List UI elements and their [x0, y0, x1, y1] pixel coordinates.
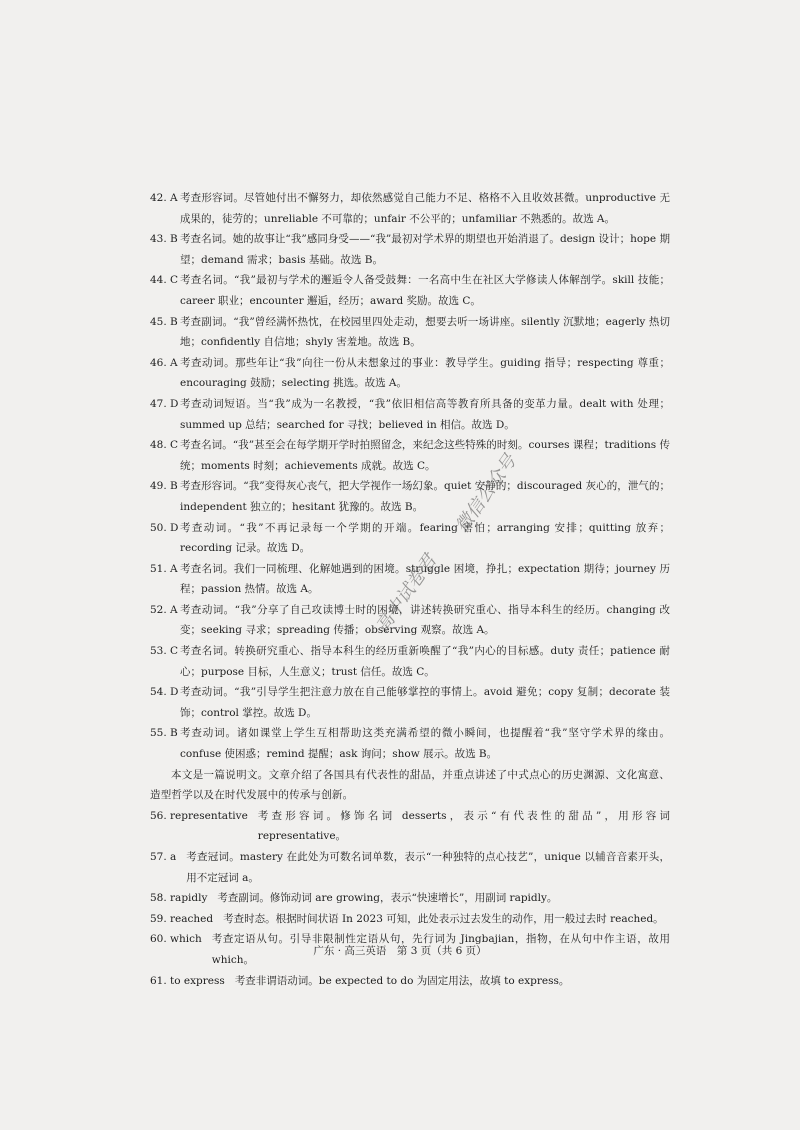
answer-item	[150, 806, 670, 847]
answer-explanation: 考查名词。“我”最初与学术的邂逅令人备受鼓舞：一名高中生在社区大学修读人体解剖学。skill 技能；career 职业；encounter 邂逅，经历；award 奖励。故选 C。	[180, 274, 670, 307]
answer-explanation: 考查名词。她的故事让“我”感同身受——“我”最初对学术界的期望也开始消退了。design 设计；hope 期望；demand 需求；basis 基础。故选 B。	[180, 233, 670, 266]
answer-number: 46. A	[150, 356, 178, 369]
answer-item	[150, 353, 670, 394]
watermark-text: 高中试卷君	[371, 550, 441, 637]
answer-item	[150, 270, 670, 311]
answer-item	[150, 909, 670, 930]
answer-item	[150, 394, 670, 435]
answer-explanation: 考查定语从句。引导非限制性定语从句，先行词为 Jingbajian，指物，在从句中作主语，故用 which。	[211, 933, 670, 966]
answer-number: 58. rapidly	[150, 892, 208, 905]
answer-item	[150, 888, 670, 909]
answer-item	[150, 188, 670, 229]
answer-item	[150, 847, 670, 888]
answer-explanation: 考查名词。我们一同梳理、化解她遇到的困境。struggle 困境，挣扎；expectation 期待；journey 历程；passion 热情。故选 A。	[180, 562, 670, 596]
passage-intro: 本文是一篇说明文。文章介绍了各国具有代表性的甜品，并重点讲述了中式点心的历史渊源、文化寓意、造型哲学以及在时代发展中的传承与创新。	[150, 768, 670, 802]
answer-explanation: 考查动词。那些年让“我”向往一份从未想象过的事业：教导学生。guiding 指导；respecting 尊重；encouraging 鼓励；selecting 挑选。故选 A。	[180, 356, 670, 390]
answer-item	[150, 229, 670, 270]
answer-explanation: 考查动词。“我”不再记录每一个学期的开端。fearing 害怕；arranging 安排；quitting 放弃；recording 记录。故选 D。	[180, 521, 670, 555]
answer-number: 51. A	[150, 562, 178, 575]
answer-number: 61. to express	[150, 974, 225, 987]
answer-explanation: 考查副词。修饰动词 are growing，表示“快速增长”，用副词 rapidly。	[217, 892, 558, 905]
answer-number: 52. A	[150, 603, 178, 616]
watermark-text: 微信公众号	[451, 450, 521, 537]
answer-explanation: 考查非谓语动词。be expected to do 为固定用法，故填 to express。	[234, 974, 570, 987]
answer-explanation: 考查动词。诸如课堂上学生互相帮助这类充满希望的微小瞬间，也提醒着“我”坚守学术界的缘由。confuse 使困惑；remind 提醒；ask 询问；show 展示。故选 B。	[180, 727, 670, 761]
answer-item	[150, 971, 670, 992]
answer-explanation: 考查名词。“我”甚至会在每学期开学时拍照留念，来纪念这些特殊的时刻。courses 课程；traditions 传统；moments 时刻；achievements 成就。故选 C。	[180, 439, 670, 472]
answer-number: 53. C	[150, 645, 179, 658]
answer-number: 44. C	[150, 274, 179, 287]
answer-number: 59. reached	[150, 912, 214, 925]
answer-item	[150, 682, 670, 723]
answer-number: 57. a	[150, 851, 177, 863]
answer-number: 50. D	[150, 521, 179, 534]
answer-number: 43. B	[150, 233, 178, 246]
answer-explanation: 考查形容词。“我”变得灰心丧气，把大学视作一场幻象。quiet 安静的；discouraged 灰心的，泄气的；independent 独立的；hesitant 犹豫的。故选 B。	[180, 480, 670, 513]
answer-item	[150, 312, 670, 353]
answer-number: 45. B	[150, 315, 178, 328]
answer-explanation: 考查动词。“我”分享了自己攻读博士时的困境，讲述转换研究重心、指导本科生的经历。changing 改变；seeking 寻求；spreading 传播；observing 观察。故选 A。	[180, 603, 670, 637]
answer-number: 60. which	[150, 933, 202, 946]
answer-explanation: 考查动词。“我”引导学生把注意力放在自己能够掌控的事情上。avoid 避免；copy 复制；decorate 装饰；control 掌控。故选 D。	[180, 686, 670, 719]
answer-number: 47. D	[150, 397, 179, 410]
answer-explanation: 考查冠词。mastery 在此处为可数名词单数，表示“一种独特的点心技艺”，unique 以辅音音素开头，用不定冠词 a。	[186, 851, 670, 884]
page-footer: 广东 · 高三英语 第 3 页（共 6 页）	[313, 945, 487, 957]
watermark	[320, 450, 560, 670]
answer-explanation: 考查动词短语。当“我”成为一名教授，“我”依旧相信高等教育所具备的变革力量。dealt with 处理；summed up 总结；searched for 寻找；believed in 相信。故选 D。	[180, 397, 670, 431]
answer-number: 55. B	[150, 727, 178, 740]
grammar-fill-answer-list	[150, 806, 670, 991]
answer-explanation: 考查形容词。尽管她付出不懈努力，却依然感觉自己能力不足、格格不入且收效甚微。unproductive 无成果的，徒劳的；unreliable 不可靠的；unfair 不公平的；unfamiliar 不熟悉的。故选 A。	[180, 192, 670, 225]
answer-number: 49. B	[150, 480, 178, 493]
answer-number: 56. representative	[150, 809, 248, 822]
answer-number: 54. D	[150, 686, 179, 699]
answer-explanation: 考查时态。根据时间状语 In 2023 可知，此处表示过去发生的动作，用一般过去时 reached。	[223, 912, 664, 925]
answer-explanation: 考查形容词。修饰名词 desserts，表示“有代表性的甜品”，用形容词 representative。	[257, 809, 670, 843]
answer-explanation: 考查副词。“我”曾经满怀热忱，在校园里四处走动，想要去听一场讲座。silently 沉默地；eagerly 热切地；confidently 自信地；shyly 害羞地。故选 B。	[180, 315, 670, 349]
answer-explanation: 考查名词。转换研究重心、指导本科生的经历重新唤醒了“我”内心的目标感。duty 责任；patience 耐心；purpose 目标，人生意义；trust 信任。故选 C。	[180, 645, 670, 678]
answer-number: 42. A	[150, 192, 178, 204]
answer-number: 48. C	[150, 439, 179, 452]
answer-item	[150, 723, 670, 764]
